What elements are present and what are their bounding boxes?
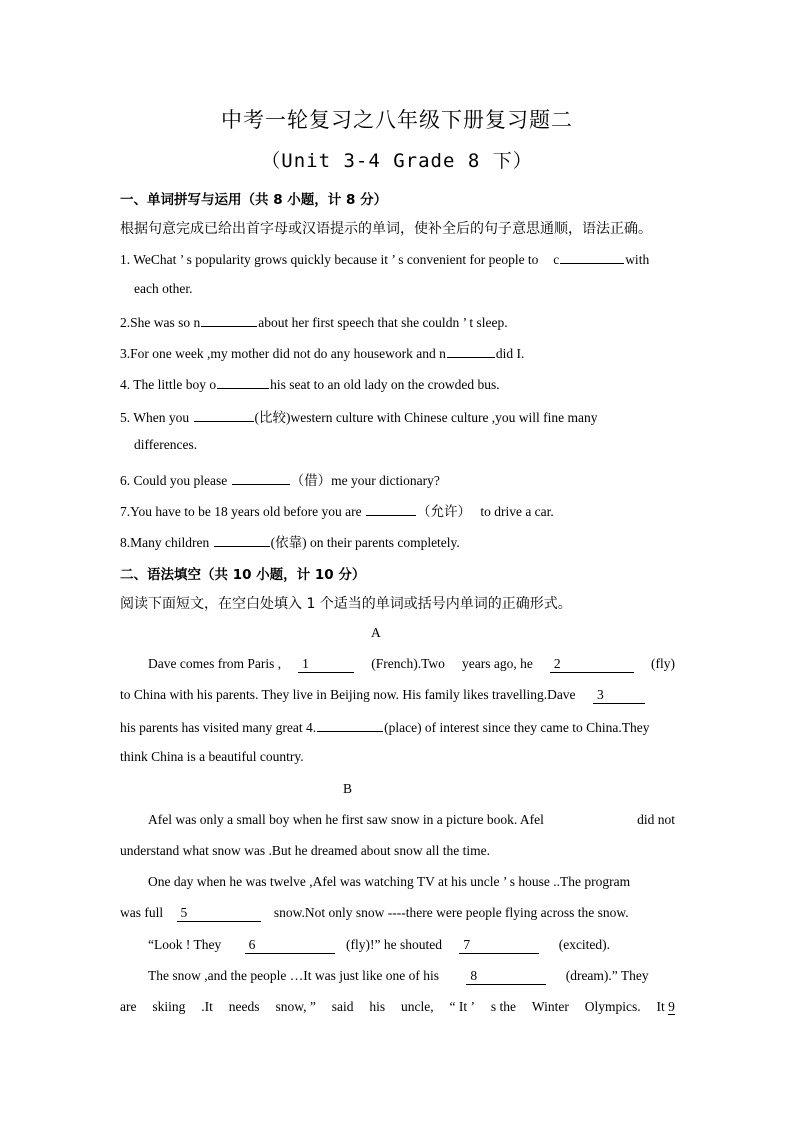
blank-5[interactable] (177, 905, 261, 922)
q5-text-end: (比较)western culture with Chinese culture ,you will fine many (254, 410, 598, 425)
q7-text: 7.You have to be 18 years old before you are (120, 504, 362, 519)
b7-word: Winter (531, 999, 569, 1014)
q3-blank[interactable] (447, 344, 495, 358)
question-1-cont (134, 281, 689, 297)
blank-3[interactable] (593, 687, 645, 704)
b5-text2: (fly)!” he shouted (345, 937, 442, 952)
section2-heading: 二、语法填空（共 10 小题，计 10 分） (120, 567, 366, 583)
passage-a-line3 (120, 718, 675, 736)
question-2 (120, 313, 675, 331)
blank-6-number: 6 (248, 937, 256, 952)
passage-b-line3 (148, 874, 703, 890)
b7-word: his (369, 999, 386, 1014)
section2-instruction: 阅读下面短文，在空白处填入 1 个适当的单词或括号内单词的正确形式。 (120, 596, 572, 612)
question-7 (120, 500, 675, 520)
q1-cont-text: each other. (134, 281, 193, 296)
a4-text: think China is a beautiful country. (120, 749, 304, 764)
q4-text: 4. The little boy o (120, 377, 217, 392)
passage-b-label: B (343, 781, 353, 796)
q6-text: 6. Could you please (120, 473, 228, 488)
q8-text: 8.Many children (120, 535, 210, 550)
b7-word: are (120, 999, 137, 1014)
b7-word: It (656, 999, 665, 1014)
b5-text-end: (excited). (558, 937, 611, 952)
a3-text: his parents has visited many great 4. (120, 720, 317, 735)
q8-blank[interactable] (214, 533, 270, 547)
q7-text-end: to drive a car. (480, 504, 554, 519)
q3-text: 3.For one week ,my mother did not do any housework and n (120, 346, 446, 361)
q1-hint: c (553, 252, 560, 267)
section1-heading: 一、单词拼写与运用（共 8 小题，计 8 分） (120, 192, 388, 208)
blank-8-number: 8 (470, 968, 478, 983)
question-1 (120, 250, 675, 268)
a2-text: to China with his parents. They live in Beijing now. His family likes travelling.Dave (120, 687, 576, 702)
passage-b-line2 (120, 843, 675, 859)
section1-instruction: 根据句意完成已给出首字母或汉语提示的单词，使补全后的句子意思通顺，语法正确。 (120, 221, 652, 237)
b1-text: Afel was only a small boy when he first saw snow in a picture book. Afel (148, 812, 544, 827)
q2-blank[interactable] (201, 313, 257, 327)
b7-word: “ It ’ (449, 999, 475, 1014)
q7-blank[interactable] (366, 502, 416, 516)
passage-a-line1 (148, 656, 675, 673)
question-4 (120, 375, 675, 393)
a1-text: Dave comes from Paris , (148, 656, 282, 671)
b6-text-end: (dream).” They (565, 968, 649, 983)
b2-text: understand what snow was .But he dreamed about snow all the time. (120, 843, 491, 858)
question-3 (120, 344, 675, 362)
blank-1-number: 1 (302, 656, 309, 671)
q5-cont-text: differences. (134, 437, 198, 452)
passage-b-line7 (120, 999, 675, 1015)
q5-blank[interactable] (194, 408, 254, 422)
b7-word: Olympics. (584, 999, 641, 1014)
b7-word: said (331, 999, 354, 1014)
blank-9[interactable] (668, 999, 675, 1015)
page-subtitle: （Unit 3-4 Grade 8 下） (261, 150, 533, 172)
page-title: 中考一轮复习之八年级下册复习题二 (221, 108, 573, 132)
blank-6[interactable] (245, 937, 335, 954)
blank-2[interactable] (550, 656, 634, 673)
blank-2-number: 2 (553, 656, 561, 671)
question-5-cont (134, 437, 689, 453)
b7-word: snow, ” (275, 999, 316, 1014)
blank-7[interactable] (459, 937, 539, 954)
blank-9-number: 9 (668, 999, 675, 1014)
question-8 (120, 531, 675, 551)
passage-a-line4 (120, 749, 675, 765)
question-6 (120, 469, 675, 489)
q5-text: 5. When you (120, 410, 190, 425)
a1-hint2: (fly) (651, 656, 675, 671)
b7-word: .It (201, 999, 213, 1014)
blank-7-number: 7 (463, 937, 471, 952)
blank-8[interactable] (466, 968, 546, 985)
passage-b-line6 (148, 968, 703, 985)
blank-1[interactable] (298, 656, 354, 673)
passage-b-line4 (120, 905, 675, 922)
q6-text-end: （借）me your dictionary? (290, 473, 440, 488)
b7-word: skiing (152, 999, 186, 1014)
a1-hint: (French).Two (371, 656, 445, 671)
q6-blank[interactable] (232, 471, 290, 485)
q1-blank[interactable] (560, 250, 624, 264)
q3-text-end: did I. (495, 346, 525, 361)
b3-text: One day when he was twelve ,Afel was watching TV at his uncle ’ s house ..The program (148, 874, 631, 889)
a1-text2: years ago, he (462, 656, 533, 671)
passage-a-line2 (120, 687, 675, 704)
blank-4[interactable] (317, 718, 383, 732)
question-5 (120, 406, 675, 426)
b5-text: “Look ! They (148, 937, 222, 952)
b4-text-end: snow.Not only snow ----there were people flying across the snow. (273, 905, 629, 920)
q4-text-end: his seat to an old lady on the crowded bus. (270, 377, 500, 392)
blank-3-number: 3 (596, 687, 604, 702)
b7-word: uncle, (401, 999, 434, 1014)
b4-text: was full (120, 905, 164, 920)
q8-text-end: (依靠) on their parents completely. (270, 535, 460, 550)
b7-word: needs (228, 999, 260, 1014)
passage-b-line1 (148, 812, 675, 828)
b6-text: The snow ,and the people …It was just like one of his (148, 968, 439, 983)
passage-b-line5 (148, 937, 703, 954)
q2-text: 2.She was so n (120, 315, 201, 330)
passage-a-label: A (371, 625, 381, 640)
q7-hint: （允许） (416, 504, 471, 519)
a3-text-end: (place) of interest since they came to China.They (384, 720, 650, 735)
q1-text: 1. WeChat ’ s popularity grows quickly because it ’ s convenient for people to (120, 252, 539, 267)
b7-word: s the (490, 999, 517, 1014)
q4-blank[interactable] (217, 375, 269, 389)
b1-text-end: did not (637, 812, 675, 827)
q1-text-end: with (625, 252, 650, 267)
blank-5-number: 5 (180, 905, 188, 920)
q2-text-end: about her first speech that she couldn ’ t sleep. (258, 315, 508, 330)
